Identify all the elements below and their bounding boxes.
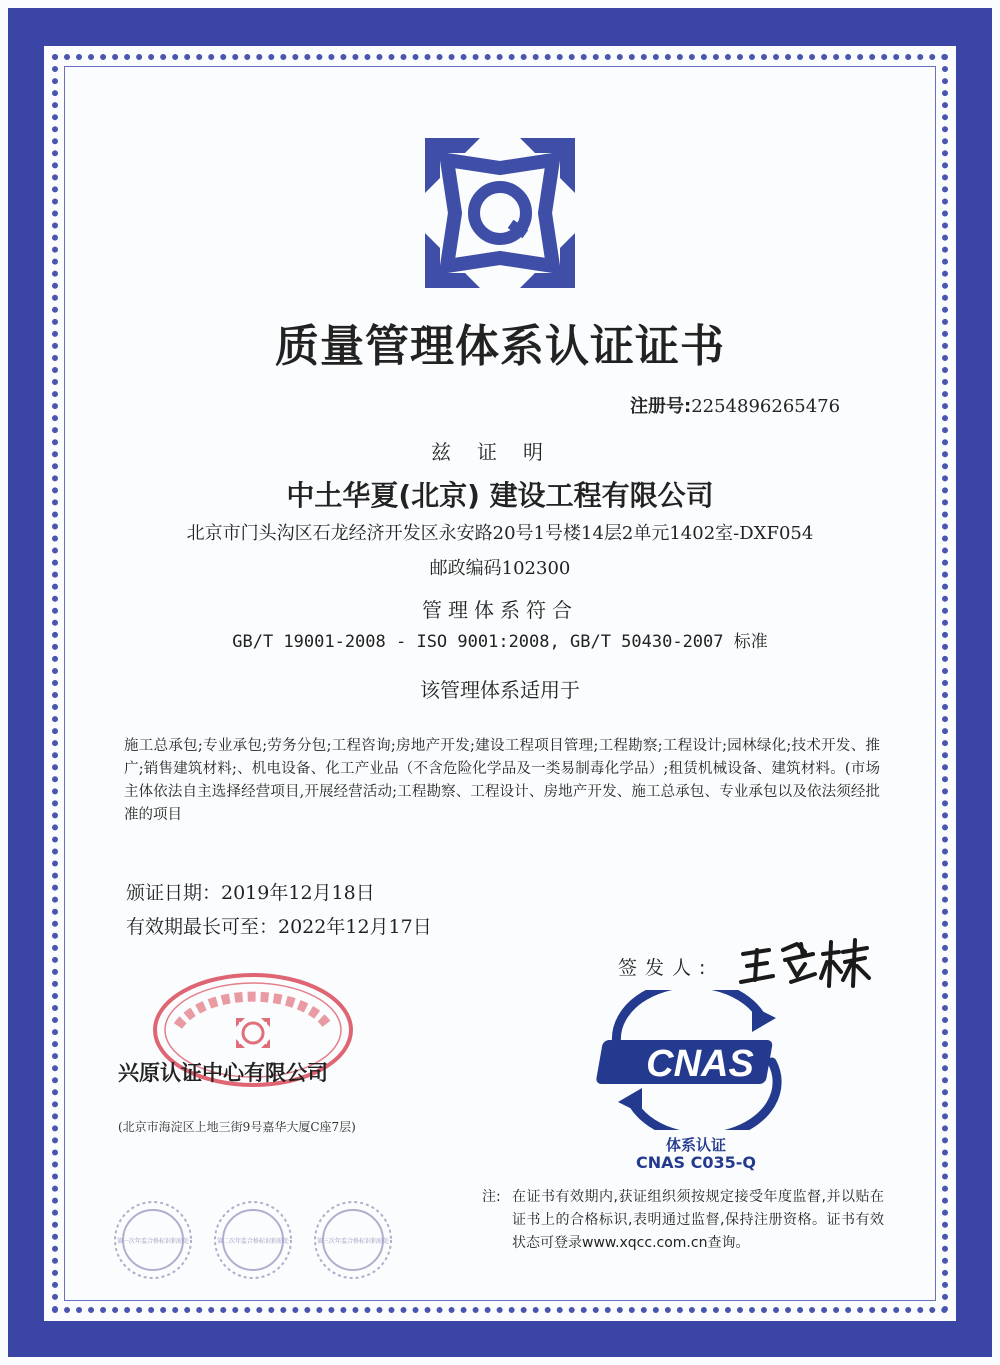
- stamp-label-2: 第二次年监合格标识粘贴处: [216, 1238, 290, 1245]
- signer-block: [618, 953, 713, 980]
- valid-until: 有效期最长可至：2022年12月17日: [126, 916, 432, 938]
- note-label: 注:: [482, 1189, 501, 1205]
- postal-code: 邮政编码102300: [429, 558, 571, 579]
- note-block: [484, 1186, 884, 1255]
- certify-heading: 兹证明: [431, 440, 569, 464]
- issue-date: 颁证日期：2019年12月18日: [126, 882, 375, 904]
- standard-text: GB/T 19001-2008 - ISO 9001:2008, GB/T 50430-2007 标准: [232, 632, 768, 652]
- cnas-logo-icon: [592, 990, 802, 1130]
- certificate-title: 质量管理体系认证证书: [275, 321, 725, 372]
- signer-label: 签发人:: [618, 957, 714, 979]
- company-name: 中土华夏(北京) 建设工程有限公司: [286, 479, 714, 512]
- signature-image: [735, 932, 875, 992]
- note-text: 在证书有效期内,获证组织须按规定接受年度监督,并以贴在证书上的合格标识,表明通过监督,保持注册资格。证书有效状态可登录www.xqcc.com.cn查询。: [512, 1189, 884, 1251]
- cnas-label-line2: CNAS C035-Q: [636, 1153, 756, 1172]
- annual-audit-stamp-areas: [108, 1195, 408, 1285]
- stamp-label-3: 第三次年监合格标识粘贴处: [316, 1238, 390, 1245]
- stamp-label-1: 第一次年监合格标识粘贴处: [116, 1238, 190, 1245]
- scope-text: 施工总承包;专业承包;劳务分包;工程咨询;房地产开发;建设工程项目管理;工程勘察;工程设计;园林绿化;技术开发、推广;销售建筑材料;、机电设备、化工产业品（不含危险化学品及一类易制毒化学品）;租赁机械设备、建筑材料。(市场主体依法自主选择经营项目,开展经营活动;工程勘察、工程设计、房地产开发、施工总承包、专业承包以及依法须经批准的项目: [124, 738, 880, 823]
- applies-heading: 该管理体系适用于: [420, 678, 580, 702]
- registration-value: 2254896265476: [691, 396, 841, 417]
- issuer-address: (北京市海淀区上地三街9号嘉华大厦C座7层): [118, 1120, 356, 1134]
- registration-label: 注册号:: [630, 396, 692, 417]
- company-address: 北京市门头沟区石龙经济开发区永安路20号1号楼14层2单元1402室-DXF054: [186, 523, 814, 544]
- issuer-name: 兴原认证中心有限公司: [118, 1061, 328, 1085]
- registration-number: [630, 392, 840, 418]
- cnas-logo-text: CNAS: [646, 1043, 754, 1085]
- dates-block: [126, 876, 432, 944]
- conform-heading: 管理体系符合: [422, 598, 578, 622]
- certification-logo-icon: [425, 138, 575, 288]
- cnas-label-line1: 体系认证: [665, 1136, 726, 1154]
